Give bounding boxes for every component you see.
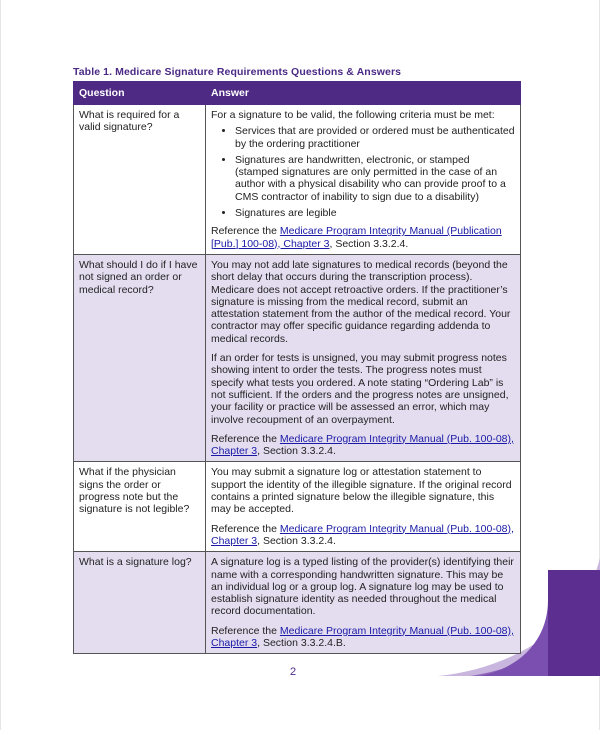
table-row [74, 105, 521, 255]
list-item: • Signatures are legible [235, 207, 515, 219]
reference-text [211, 523, 515, 548]
answer-cell [206, 552, 521, 654]
table-caption: Table 1. Medicare Signature Requirements Questions & Answers [73, 66, 402, 78]
header-question: Question [74, 82, 206, 105]
answer-paragraph: You may not add late signatures to medical records (beyond the short delay that occurs during the transcription process). Medicare does not accept retroactive orders. If the practitioner’s signature is missing from the medical record, submit an attestation statement from the author of the medical record. Your contractor may offer specific guidance regarding addenda to medical records. [211, 258, 511, 345]
question-cell: What if the physician signs the order or progress note but the signature is not legible? [74, 462, 206, 552]
reference-suffix: , Section 3.3.2.4. [257, 534, 336, 547]
qa-table [73, 81, 521, 654]
reference-prefix: Reference the [211, 432, 280, 445]
reference-prefix: Reference the [211, 522, 280, 535]
header-answer: Answer [206, 82, 521, 105]
reference-text [211, 225, 515, 250]
list-item: • Services that are provided or ordered must be authenticated by the ordering practitioner [235, 125, 515, 150]
answer-cell [206, 105, 521, 255]
answer-cell [206, 462, 521, 552]
reference-suffix: , Section 3.3.2.4. [257, 445, 336, 458]
table-row [74, 462, 521, 552]
table-header-row [74, 82, 521, 105]
manual-link[interactable]: Medicare Program Integrity Manual (Pub. 100-08), Chapter 3 [211, 624, 514, 649]
reference-text [211, 433, 515, 458]
reference-suffix: , Section 3.3.2.4.B. [257, 636, 346, 649]
answer-paragraph: If an order for tests is unsigned, you may submit progress notes showing intent to order the tests. The progress notes must specify what tests you ordered. A note stating “Ordering Lab” is not sufficient. If the orders and the progress notes are unsigned, your facility or practice will be assessed an error, which may involve recoupment of an overpayment. [211, 352, 509, 426]
criteria-list [211, 125, 515, 219]
page-number: 2 [290, 666, 297, 678]
answer-paragraph: You may submit a signature log or attestation statement to support the identity of the illegible signature. If the original record contains a printed signature below the illegible signature, this may be accepted. [211, 466, 512, 516]
reference-suffix: , Section 3.3.2.4. [329, 237, 409, 250]
manual-link[interactable]: Medicare Program Integrity Manual (Pub. 100-08), Chapter 3 [211, 522, 514, 547]
question-cell: What is required for a valid signature? [74, 105, 206, 255]
answer-intro: For a signature to be valid, the following criteria must be met: [211, 109, 495, 121]
answer-cell [206, 254, 521, 461]
reference-prefix: Reference the [211, 624, 280, 637]
table-row [74, 552, 521, 654]
list-item: • Signatures are handwritten, electronic, or stamped (stamped signatures are only permitted in the case of an author with a physical disability who can provide proof to a CMS contractor of inability to sign due to a disability) [235, 154, 515, 203]
question-cell: What should I do if I have not signed an order or medical record? [74, 254, 206, 461]
reference-text [211, 625, 515, 650]
manual-link[interactable]: Medicare Program Integrity Manual (Pub. 100-08), Chapter 3 [211, 432, 514, 458]
table-row [74, 254, 521, 461]
manual-link[interactable]: Medicare Program Integrity Manual (Publication [Pub.] 100-08), Chapter 3 [211, 225, 502, 250]
reference-prefix: Reference the [211, 225, 280, 238]
answer-paragraph: A signature log is a typed listing of the provider(s) identifying their name with a corresponding handwritten signature. This may be an individual log or a group log. A signature log may be used to establish signature identity as needed throughout the medical record documentation. [211, 556, 514, 618]
question-cell: What is a signature log? [74, 552, 206, 654]
